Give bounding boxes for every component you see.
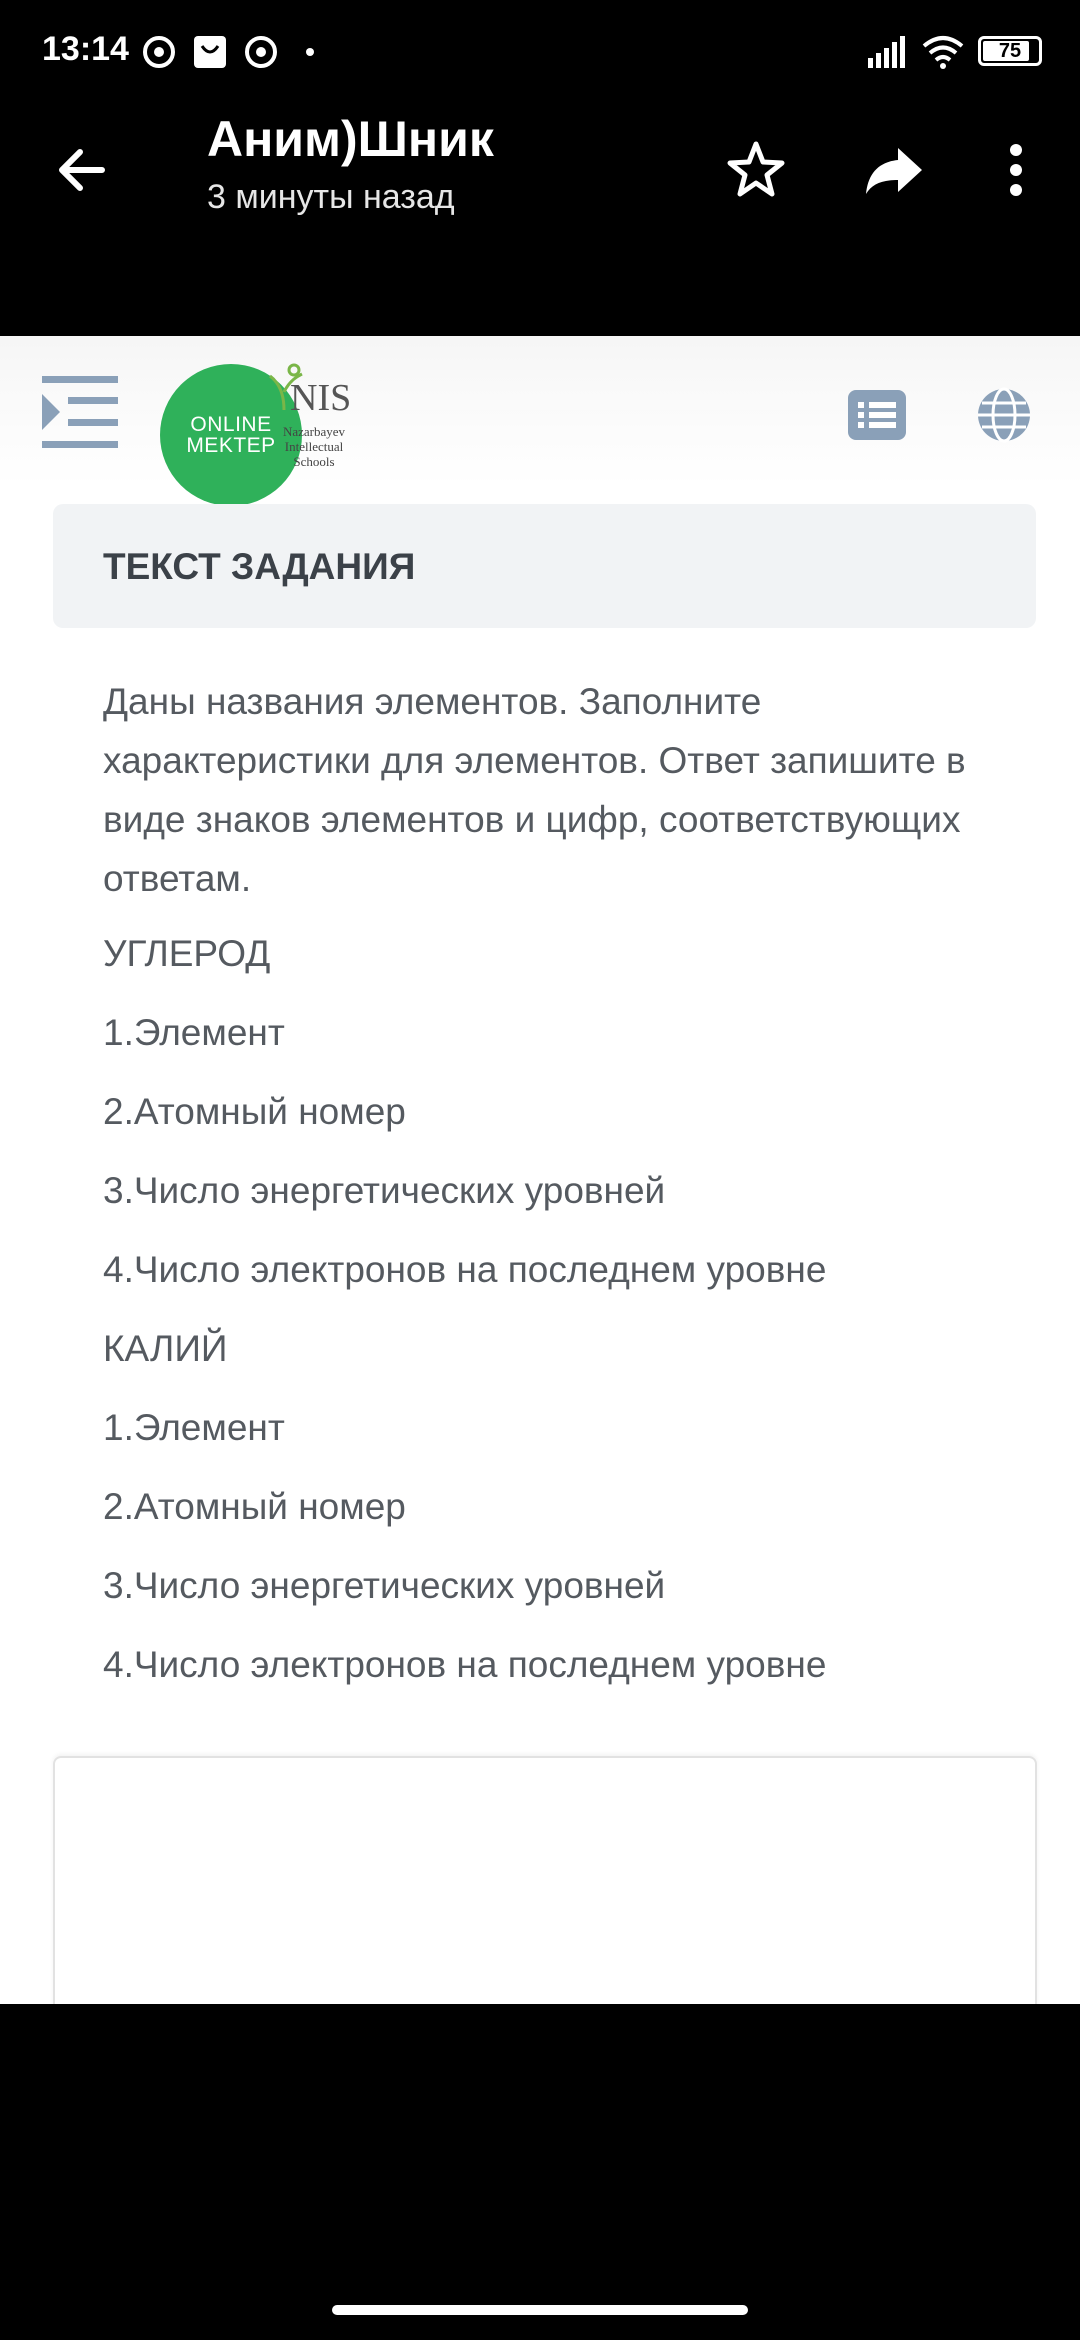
more-options-icon[interactable]: [984, 138, 1032, 202]
task-heading-panel: [53, 504, 1036, 628]
task-intro: Даны названия элементов. Заполните характеристики для элементов. Ответ запишите в виде знаков элементов и цифр, соответствующих ответам.: [103, 681, 966, 899]
task-line: 1.Элемент: [103, 1012, 285, 1053]
star-icon[interactable]: [724, 138, 788, 202]
battery-level: 75: [998, 40, 1022, 62]
task-line: КАЛИЙ: [103, 1328, 228, 1369]
share-icon[interactable]: [862, 138, 926, 202]
task-line: 2.Атомный номер: [103, 1091, 406, 1132]
battery-icon: [978, 36, 1042, 66]
nis-logo: NIS Nazarbayev Intellectual Schools: [264, 362, 364, 492]
wifi-icon: [920, 34, 966, 70]
signal-icon: [866, 34, 908, 70]
shopping-bag-icon: [192, 34, 228, 70]
globe-icon[interactable]: [975, 386, 1033, 444]
task-line: 4.Число электронов на последнем уровне: [103, 1644, 827, 1685]
task-line: 4.Число электронов на последнем уровне: [103, 1249, 827, 1290]
chat-title: Аним)Шник: [207, 111, 494, 167]
bottom-area: [0, 2004, 1080, 2340]
chat-subtitle: 3 минуты назад: [207, 178, 455, 216]
app-top-bar: [0, 100, 1080, 336]
status-bar: [0, 0, 1080, 100]
task-line: 1.Элемент: [103, 1407, 285, 1448]
task-line: 3.Число энергетических уровней: [103, 1170, 666, 1211]
task-line: 3.Число энергетических уровней: [103, 1565, 666, 1606]
answer-input-box[interactable]: [53, 1756, 1037, 2004]
task-line: УГЛЕРОД: [103, 933, 271, 974]
status-time: 13:14: [42, 30, 129, 68]
task-heading: ТЕКСТ ЗАДАНИЯ: [103, 546, 416, 587]
task-line: 2.Атомный номер: [103, 1486, 406, 1527]
site-header: [0, 336, 1080, 486]
list-icon[interactable]: [848, 386, 906, 444]
menu-toggle-icon[interactable]: [42, 376, 118, 448]
task-body: [103, 672, 1003, 1685]
online-mektep-logo: ONLINE MEKTEP: [160, 364, 302, 506]
chrome-icon: [141, 34, 177, 70]
notification-dot-icon: [296, 34, 332, 70]
nis-wordmark: NIS: [290, 377, 352, 419]
chrome-icon: [243, 34, 279, 70]
back-arrow-icon[interactable]: [52, 140, 112, 200]
home-indicator[interactable]: [332, 2305, 748, 2315]
shared-screenshot: [0, 336, 1080, 2004]
